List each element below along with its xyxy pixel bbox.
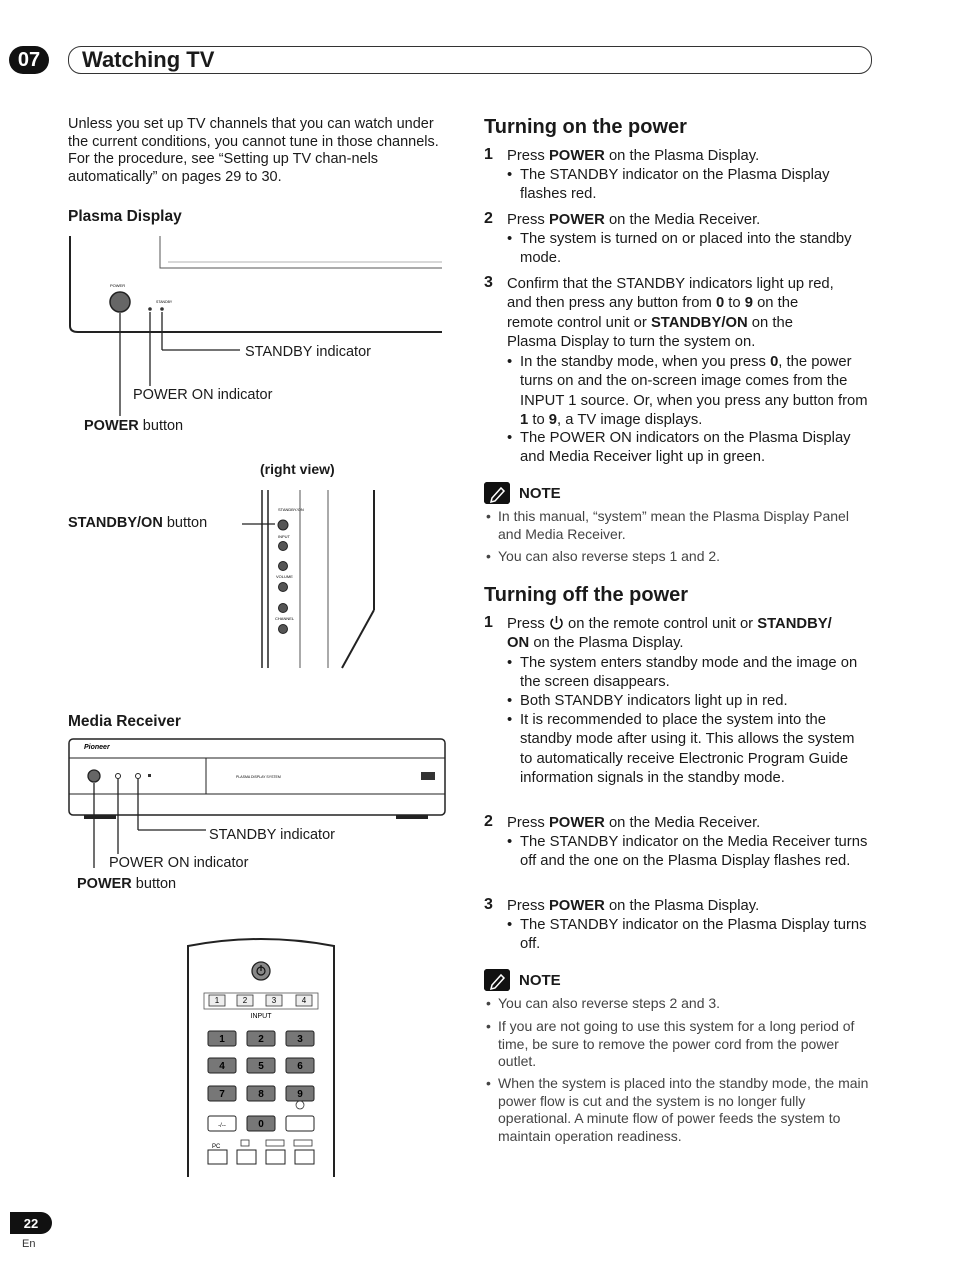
off-step-3-text: Press POWER on the Plasma Display. (507, 898, 760, 914)
power-symbol-icon (549, 615, 564, 630)
intro-paragraph: Unless you set up TV channels that you can watch under the current conditions, you cannot tune in those channels. For the procedure, see “Setting up TV chan-nels automatically” on pages 29 to 30. (68, 116, 439, 185)
svg-text:2: 2 (242, 996, 248, 1005)
svg-text:1: 1 (214, 996, 220, 1005)
on-step-3-bullet-1: • In the standby mode, when you press 0, the power turns on and the on-screen image comes from the INPUT 1 source. Or, when you press any button from 1 to 9, a TV image displays. (507, 354, 868, 429)
svg-text:VOLUME: VOLUME (276, 574, 293, 579)
plasma-power-button-label: POWER button (84, 418, 184, 434)
svg-text:INPUT: INPUT (250, 1013, 272, 1020)
off-step-2-bullet: • The STANDBY indicator on the Media Receiver turns off and the one on the Plasma Display flashes red. (507, 834, 868, 870)
svg-text:2: 2 (258, 1034, 264, 1045)
receiver-standby-led (136, 774, 141, 779)
plasma-front-standby-text: STANDBY (156, 300, 173, 304)
receiver-power-on-led (116, 774, 121, 779)
turning-off-heading: Turning off the power (484, 584, 689, 606)
note-1-item-1: • In this manual, “system” mean the Plasma Display Panel and Media Receiver. (486, 508, 849, 542)
note-pencil-icon (484, 969, 510, 991)
side-standby-on-button (278, 520, 288, 530)
plasma-power-button-shape (110, 292, 130, 312)
on-step-2-text: Press POWER on the Media Receiver. (507, 212, 761, 228)
svg-text:5: 5 (258, 1061, 264, 1072)
receiver-power-button-label: POWER button (77, 876, 177, 892)
note-1-item-2: • You can also reverse steps 1 and 2. (486, 548, 721, 564)
on-step-1-number: 1 (484, 146, 493, 163)
plasma-standby-indicator-label: STANDBY indicator (245, 344, 371, 360)
turning-on-heading: Turning on the power (484, 116, 687, 138)
plasma-front-diagram (64, 236, 449, 436)
on-step-3-number: 3 (484, 274, 493, 291)
remote-number-keypad (208, 1031, 314, 1131)
on-step-2-number: 2 (484, 210, 493, 227)
right-view-label: (right view) (260, 461, 335, 477)
language-code: En (22, 1238, 36, 1250)
plasma-power-on-led (148, 307, 152, 311)
remote-control-diagram (186, 936, 338, 1178)
note-2-item-1: • You can also reverse steps 2 and 3. (486, 995, 721, 1011)
plasma-display-heading: Plasma Display (68, 208, 182, 225)
svg-text:CHANNEL: CHANNEL (275, 616, 295, 621)
side-input-button (279, 542, 288, 551)
svg-text:1: 1 (219, 1034, 225, 1045)
plasma-power-on-indicator-label: POWER ON indicator (133, 387, 273, 403)
svg-text:3: 3 (297, 1034, 303, 1045)
svg-text:0: 0 (258, 1119, 264, 1130)
page-number: 22 (10, 1212, 52, 1234)
on-step-2-bullet: • The system is turned on or placed into the standby mode. (507, 231, 852, 267)
chapter-number-badge: 07 (9, 46, 49, 74)
plasma-standby-led (160, 307, 164, 311)
on-step-1-text: Press POWER on the Plasma Display. (507, 148, 760, 164)
svg-text:9: 9 (297, 1089, 303, 1100)
svg-text:STANDBY/ON: STANDBY/ON (278, 507, 304, 512)
off-step-1-bullet-1: • The system enters standby mode and the image on the screen disappears. (507, 655, 858, 691)
off-step-2-text: Press POWER on the Media Receiver. (507, 815, 761, 831)
off-step-2-number: 2 (484, 813, 493, 830)
note-heading-2: NOTE (519, 972, 561, 989)
svg-text:4: 4 (301, 996, 307, 1005)
svg-text:7: 7 (219, 1089, 225, 1100)
media-receiver-heading: Media Receiver (68, 713, 181, 730)
note-2-item-3: • When the system is placed into the standby mode, the main power flow is cut and the system is no longer fully operational. A minute flow of power feeds the system to maintain operation readiness. (486, 1075, 869, 1144)
plasma-front-power-text: POWER (110, 283, 126, 288)
receiver-power-on-indicator-label: POWER ON indicator (109, 855, 249, 871)
note-pencil-icon (484, 482, 510, 504)
svg-text:Pioneer: Pioneer (84, 744, 110, 751)
off-step-1-text: Press on the remote control unit or STANDBY/ ON on the Plasma Display. (507, 616, 832, 652)
svg-text:3: 3 (271, 996, 277, 1005)
svg-text:4: 4 (219, 1061, 225, 1072)
off-step-1-number: 1 (484, 614, 493, 631)
off-step-3-bullet: • The STANDBY indicator on the Plasma Display turns off. (507, 917, 867, 953)
svg-text:6: 6 (297, 1061, 303, 1072)
off-step-1-bullet-3: • It is recommended to place the system into the standby mode after using it. This allows the system to automatically receive Electronic Program Guide information signals in the standby mode. (507, 712, 855, 787)
plasma-side-view-diagram (230, 490, 380, 670)
on-step-3-text: Confirm that the STANDBY indicators light up red, and then press any button from 0 to 9 on the remote control unit or STANDBY/ON on the Plasma Display to turn the system on. (507, 276, 834, 351)
standby-on-button-label: STANDBY/ON button (68, 515, 208, 531)
remote-input-buttons (209, 995, 312, 1006)
on-step-3-bullet-2: • The POWER ON indicators on the Plasma Display and Media Receiver light up in green. (507, 430, 851, 466)
receiver-power-button-shape (88, 770, 100, 782)
receiver-standby-indicator-label: STANDBY indicator (209, 827, 335, 843)
note-2-item-2: • If you are not going to use this system for a long period of time, be sure to remove the power cord from the power outlet. (486, 1018, 855, 1069)
note-heading-1: NOTE (519, 485, 561, 502)
off-step-1-bullet-2: • Both STANDBY indicators light up in red. (507, 693, 788, 709)
svg-text:PC: PC (212, 1144, 221, 1150)
chapter-title: Watching TV (82, 47, 215, 72)
svg-text:PLASMA DISPLAY SYSTEM: PLASMA DISPLAY SYSTEM (236, 775, 281, 779)
on-step-1-bullet: • The STANDBY indicator on the Plasma Display flashes red. (507, 167, 830, 203)
off-step-3-number: 3 (484, 896, 493, 913)
svg-text:INPUT: INPUT (278, 534, 290, 539)
svg-text:8: 8 (258, 1089, 264, 1100)
svg-text:-/--: -/-- (218, 1123, 226, 1129)
